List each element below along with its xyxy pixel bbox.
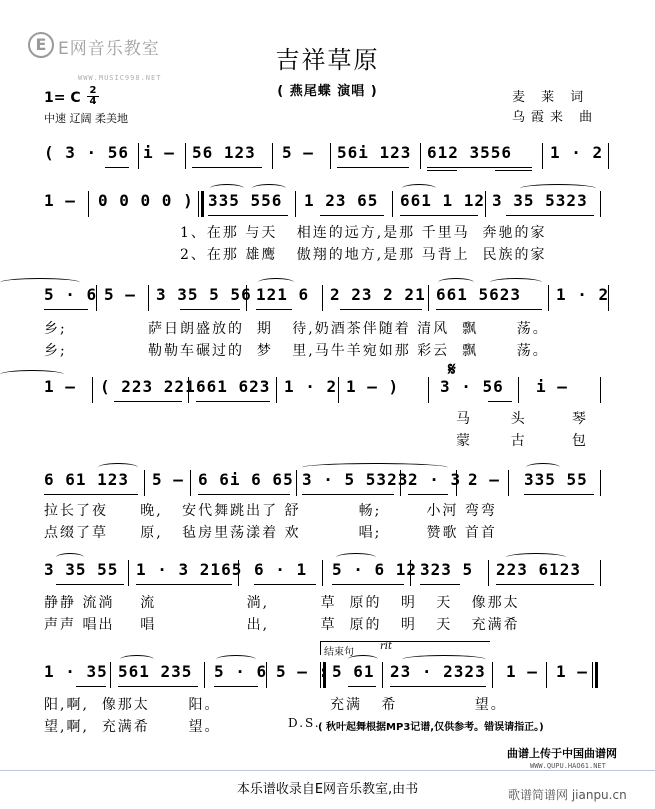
lyric-line: 拉长了夜 晚, 安代舞跳出了 舒 畅; 小河 弯弯 [44,503,497,519]
measure: 3 · 5 5323 [302,470,409,489]
measure: 1 · 2 [284,377,338,396]
lyric-line: 勒勒车碾过的 梦 里,马牛羊宛如那 彩云 飘 荡。 [148,343,549,359]
footer-rule [0,770,655,771]
measure: 1 · 2 [550,143,604,162]
measure: 612 3556 [427,143,513,162]
measure: 561 235 [118,662,193,681]
upload-badge: 曲谱上传于中国曲谱网 [507,747,617,760]
measure: 661 623 [196,377,271,396]
composer-credit: 乌霞来 曲 [512,110,599,125]
measure: 1 – ) [346,377,400,396]
measure: 1 23 65 [304,191,379,210]
measure: 1 – [506,662,538,681]
tempo-marking: 中速 辽阔 柔美地 [44,112,128,125]
lyric-line: 望,啊, 充满希 望。 [44,719,221,735]
measure: 1 · 3 2165 [136,560,243,579]
logo-site-url: WWW.MUSIC998.NET [78,74,162,82]
segno-sign: 𝄋 [448,359,457,380]
transcriber-note: ( 秋叶起舞根据MP3记谱,仅供参考。错误请指正。) [318,722,544,733]
measure: 1 – [44,377,76,396]
measure: 1 – [556,662,588,681]
measure: 6 · 1 [254,560,308,579]
measure: i – [143,143,175,162]
lyric-line: 乡; [44,343,67,359]
time-signature [87,86,99,107]
measure: ( 3 · 56 [44,143,130,162]
measure: 2 · 3 [408,470,462,489]
song-singer: ( 燕尾蝶 演唱 ) [277,84,378,99]
ds-marking: D.S. [288,716,321,730]
lyricist-credit: 麦 莱 词 [512,90,590,105]
lyric-line: 1、在那 与天 相连的远方,是那 千里马 奔驰的家 [180,225,547,241]
measure: 3 35 5 56 [156,285,252,304]
measure: 3 · 56 [440,377,504,396]
lyric-line: 充满 希 望。 [330,697,507,713]
measure: 1 · 35 [44,662,108,681]
measure: 335 556 [208,191,283,210]
measure: 5 – [104,285,136,304]
measure: 121 6 [256,285,310,304]
measure: 5 – [282,143,314,162]
logo-site-name: E网音乐教室 [58,39,160,59]
measure: 1 – [44,191,76,210]
rit-marking: rit [380,641,392,652]
lyric-line: 乡; [44,321,67,337]
upload-badge-url: WWW.QUPU.HAO61.NET [530,762,606,770]
measure: 661 5623 [436,285,522,304]
lyric-line: 萨日朗盛放的 期 待,奶酒茶伴随着 清风 飘 荡。 [148,321,549,337]
measure: 335 55 [524,470,588,489]
measure: 5 · 6 [44,285,98,304]
measure: 56i 123 [337,143,412,162]
lyric-line: 阳,啊, 像那太 阳。 [44,697,221,713]
lyric-line: 静静 流淌 流 淌, 草 原的 明 天 像那太 [44,595,520,611]
measure: i – [536,377,568,396]
measure: 2 23 2 21 [330,285,426,304]
measure: 23 · 2323 [390,662,486,681]
footer-source: 本乐谱收录自E网音乐教室,由书 [236,782,419,797]
measure: 5 – [152,470,184,489]
lyric-line: 2、在那 雄鹰 傲翔的地方,是那 马背上 民族的家 [180,247,547,263]
measure: 5 – : [276,662,330,681]
measure: 56 123 [192,143,256,162]
measure: 0 0 0 0 ) [98,191,194,210]
measure: 661 1 12 [400,191,486,210]
bottom-watermark: 歌谱简谱网 jianpu.cn [508,788,627,802]
lyric-line: 点缀了草 原, 毡房里荡漾着 欢 唱; 赞歌 首首 [44,525,497,541]
measure: 3 35 55 [44,560,119,579]
measure: 5 · 6 [214,662,268,681]
measure: 5 · 6 12 [332,560,418,579]
measure: 3 35 5323 [492,191,588,210]
measure: 6 61 123 [44,470,130,489]
ending-label: 结束句 [324,647,354,658]
song-title: 吉祥草原 [275,46,380,74]
measure: 323 5 [420,560,474,579]
measure: 223 6123 [496,560,582,579]
lyric-line: 声声 唱出 唱 出, 草 原的 明 天 充满希 [44,617,520,633]
measure: 6 6i 6 65 [198,470,294,489]
logo-circle-icon: E [28,32,54,58]
time-top: 2 [87,86,99,97]
measure: 1 · 2 [556,285,610,304]
lyric-line: 蒙 古 包 [456,433,588,449]
measure: 5 61 [332,662,375,681]
measure: 2 – [468,470,500,489]
measure: ( 223 221 [100,377,196,396]
lyric-line: 马 头 琴 [456,411,588,427]
key-signature: 1= C [44,90,81,106]
time-bottom: 4 [89,96,97,107]
